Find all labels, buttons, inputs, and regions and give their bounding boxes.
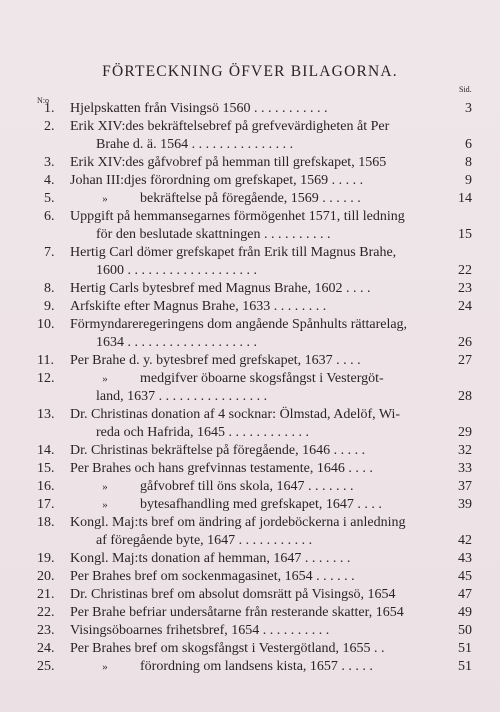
entry-line [0, 388, 500, 406]
entry-text-content: Kongl. Maj:ts bref om ändring af jordeböckerna i anledning [70, 515, 406, 530]
entry-text [96, 334, 257, 352]
list-item [0, 298, 500, 316]
ditto-mark: » [102, 481, 108, 493]
entry-text [70, 406, 400, 424]
page-title: FÖRTECKNING ÖFVER BILAGORNA. [102, 63, 398, 80]
entry-number: 18. [37, 515, 55, 530]
entry-page-number: 43 [458, 551, 472, 566]
entry-number: 24. [37, 641, 55, 656]
list-item [0, 568, 500, 586]
entry-number: 16. [37, 479, 55, 494]
entry-number: 9. [44, 299, 55, 314]
entry-text [70, 442, 365, 460]
entry-page-number: 51 [458, 641, 472, 656]
entry-text [70, 100, 328, 118]
list-item [0, 514, 500, 550]
entry-text-content: Per Brahes bref om sockenmagasinet, 1654 . . . . . . [70, 569, 355, 584]
entry-text [70, 550, 350, 568]
list-item [0, 118, 500, 154]
entry-text [70, 622, 329, 640]
entry-line [0, 640, 500, 658]
entry-line [0, 262, 500, 280]
entry-page-number: 24 [458, 299, 472, 314]
entry-text-content: för den beslutade skattningen . . . . . . . . . . [96, 227, 331, 242]
entry-line [0, 154, 500, 172]
entry-text [96, 262, 257, 280]
appendix-list [0, 100, 500, 676]
entry-line [0, 568, 500, 586]
entry-number: 2. [44, 119, 55, 134]
list-item [0, 316, 500, 352]
entry-number: 14. [37, 443, 55, 458]
entry-page-number: 47 [458, 587, 472, 602]
entry-text-content: 1634 . . . . . . . . . . . . . . . . . . . [96, 335, 257, 350]
entry-number: 3. [44, 155, 55, 170]
entry-page-number: 29 [458, 425, 472, 440]
entry-text [70, 298, 326, 316]
entry-line [0, 478, 500, 496]
list-item [0, 586, 500, 604]
entry-number: 19. [37, 551, 55, 566]
ditto-mark: » [102, 499, 108, 511]
list-item [0, 406, 500, 442]
entry-number: 12. [37, 371, 55, 386]
entry-text [70, 370, 384, 388]
entry-text [70, 280, 371, 298]
entry-text [70, 244, 396, 262]
entry-text-content: förordning om landsens kista, 1657 . . . . . [140, 659, 373, 674]
list-item [0, 172, 500, 190]
entry-text-content: af föregående byte, 1647 . . . . . . . . . . . [96, 533, 313, 548]
entry-number: 20. [37, 569, 55, 584]
entry-text-content: medgifver öboarne skogsfångst i Vestergöt- [140, 371, 384, 386]
entry-text [70, 568, 355, 586]
entry-page-number: 50 [458, 623, 472, 638]
entry-number: 7. [44, 245, 55, 260]
entry-page-number: 15 [458, 227, 472, 242]
entry-text [96, 136, 293, 154]
list-item [0, 460, 500, 478]
entry-line [0, 406, 500, 424]
entry-line [0, 100, 500, 118]
entry-text [70, 640, 384, 658]
entry-text [70, 190, 361, 208]
entry-text [70, 658, 373, 676]
entry-text [70, 604, 404, 622]
entry-line [0, 226, 500, 244]
entry-text-content: Per Brahes och hans grefvinnas testamente, 1646 . . . . [70, 461, 373, 476]
ditto-mark: » [102, 193, 108, 205]
entry-line [0, 352, 500, 370]
entry-line [0, 136, 500, 154]
entry-line [0, 370, 500, 388]
entry-line [0, 334, 500, 352]
entry-text-content: Per Brahe d. y. bytesbref med grefskapet, 1637 . . . . [70, 353, 361, 368]
ditto-mark: » [102, 373, 108, 385]
entry-text-content: Uppgift på hemmansegarnes förmögenhet 1571, till ledning [70, 209, 405, 224]
entry-page-number: 23 [458, 281, 472, 296]
entry-line [0, 298, 500, 316]
entry-line [0, 424, 500, 442]
list-item [0, 604, 500, 622]
list-item [0, 640, 500, 658]
list-item [0, 190, 500, 208]
entry-line [0, 442, 500, 460]
entry-text-content: Hjelpskatten från Visingsö 1560 . . . . . . . . . . . [70, 101, 328, 116]
entry-number: 23. [37, 623, 55, 638]
entry-text-content: Per Brahes bref om skogsfångst i Vestergötland, 1655 . . [70, 641, 385, 656]
entry-text-content: gåfvobref till öns skola, 1647 . . . . . . . [140, 479, 354, 494]
list-item [0, 658, 500, 676]
entry-text-content: Kongl. Maj:ts donation af hemman, 1647 . . . . . . . [70, 551, 351, 566]
column-header-number: N:o [37, 96, 49, 105]
entry-text [70, 172, 363, 190]
entry-number: 21. [37, 587, 55, 602]
entry-text [96, 388, 267, 406]
entry-page-number: 33 [458, 461, 472, 476]
entry-line [0, 532, 500, 550]
entry-text-content: Hertig Carl dömer grefskapet från Erik till Magnus Brahe, [70, 245, 397, 260]
entry-page-number: 42 [458, 533, 472, 548]
entry-line [0, 550, 500, 568]
entry-number: 6. [44, 209, 55, 224]
entry-text [96, 226, 330, 244]
entry-line [0, 496, 500, 514]
list-item [0, 352, 500, 370]
entry-page-number: 45 [458, 569, 472, 584]
entry-text-content: bytesafhandling med grefskapet, 1647 . . . . [140, 497, 382, 512]
entry-page-number: 8 [465, 155, 472, 170]
entry-page-number: 26 [458, 335, 472, 350]
entry-page-number: 9 [465, 173, 472, 188]
entry-text [70, 478, 353, 496]
entry-text [70, 460, 373, 478]
entry-text [96, 532, 312, 550]
entry-text [70, 352, 361, 370]
list-item [0, 370, 500, 406]
entry-text-content: bekräftelse på föregående, 1569 . . . . . . [140, 191, 361, 206]
entry-text-content: Dr. Christinas bekräftelse på föregående, 1646 . . . . . [70, 443, 366, 458]
entry-page-number: 32 [458, 443, 472, 458]
entry-number: 11. [37, 353, 54, 368]
entry-line [0, 586, 500, 604]
entry-text-content: Dr. Christinas donation af 4 socknar: Ölmstad, Adelöf, Wi- [70, 407, 401, 422]
entry-page-number: 22 [458, 263, 472, 278]
entry-line [0, 208, 500, 226]
entry-text-content: Per Brahe befriar undersåtarne från resterande skatter, 1654 [70, 605, 404, 620]
ditto-mark: » [102, 661, 108, 673]
entry-line [0, 118, 500, 136]
entry-text-content: Hertig Carls bytesbref med Magnus Brahe, 1602 . . . . [70, 281, 371, 296]
entry-line [0, 172, 500, 190]
entry-line [0, 514, 500, 532]
list-item [0, 154, 500, 172]
entry-number: 5. [44, 191, 55, 206]
entry-number: 22. [37, 605, 55, 620]
entry-page-number: 37 [458, 479, 472, 494]
entry-line [0, 316, 500, 334]
entry-text-content: Erik XIV:des gåfvobref på hemman till grefskapet, 1565 [70, 155, 387, 170]
entry-text [70, 316, 407, 334]
list-item [0, 496, 500, 514]
entry-line [0, 622, 500, 640]
entry-number: 10. [37, 317, 55, 332]
entry-page-number: 27 [458, 353, 472, 368]
list-item [0, 100, 500, 118]
entry-text [96, 424, 309, 442]
entry-text-content: Erik XIV:des bekräftelsebref på grefvevärdigheten åt Per [70, 119, 390, 134]
entry-line [0, 460, 500, 478]
entry-text-content: Dr. Christinas bref om absolut domsrätt på Visingsö, 1654 [70, 587, 396, 602]
column-header-page: Sid. [459, 85, 472, 94]
list-item [0, 550, 500, 568]
entry-number: 15. [37, 461, 55, 476]
list-item [0, 622, 500, 640]
entry-line [0, 604, 500, 622]
entry-text [70, 208, 405, 226]
entry-page-number: 28 [458, 389, 472, 404]
entry-text-content: land, 1637 . . . . . . . . . . . . . . . . [96, 389, 268, 404]
entry-text-content: reda och Hafrida, 1645 . . . . . . . . . . . . [96, 425, 310, 440]
entry-number: 4. [44, 173, 55, 188]
entry-page-number: 14 [458, 191, 472, 206]
entry-text-content: Brahe d. ä. 1564 . . . . . . . . . . . . . . . [96, 137, 294, 152]
entry-text-content: Arfskifte efter Magnus Brahe, 1633 . . . . . . . . [70, 299, 327, 314]
entry-page-number: 49 [458, 605, 472, 620]
entry-line [0, 658, 500, 676]
entry-page-number: 39 [458, 497, 472, 512]
list-item [0, 244, 500, 280]
entry-page-number: 3 [465, 101, 472, 116]
entry-line [0, 280, 500, 298]
entry-number: 1. [44, 101, 55, 116]
entry-line [0, 190, 500, 208]
entry-text-content: Visingsöboarnes frihetsbref, 1654 . . . . . . . . . . [70, 623, 330, 638]
entry-text [70, 514, 406, 532]
list-item [0, 208, 500, 244]
entry-text-content: Johan III:djes förordning om grefskapet, 1569 . . . . . [70, 173, 364, 188]
list-item [0, 442, 500, 460]
entry-number: 17. [37, 497, 55, 512]
entry-number: 13. [37, 407, 55, 422]
entry-text-content: 1600 . . . . . . . . . . . . . . . . . . . [96, 263, 257, 278]
entry-page-number: 6 [465, 137, 472, 152]
entry-line [0, 244, 500, 262]
entry-text [70, 118, 389, 136]
entry-number: 8. [44, 281, 55, 296]
list-item [0, 280, 500, 298]
entry-text [70, 154, 386, 172]
entry-text [70, 496, 382, 514]
list-item [0, 478, 500, 496]
entry-number: 25. [37, 659, 55, 674]
entry-text [70, 586, 396, 604]
entry-text-content: Förmyndareregeringens dom angående Spånhults rättarelag, [70, 317, 408, 332]
entry-page-number: 51 [458, 659, 472, 674]
